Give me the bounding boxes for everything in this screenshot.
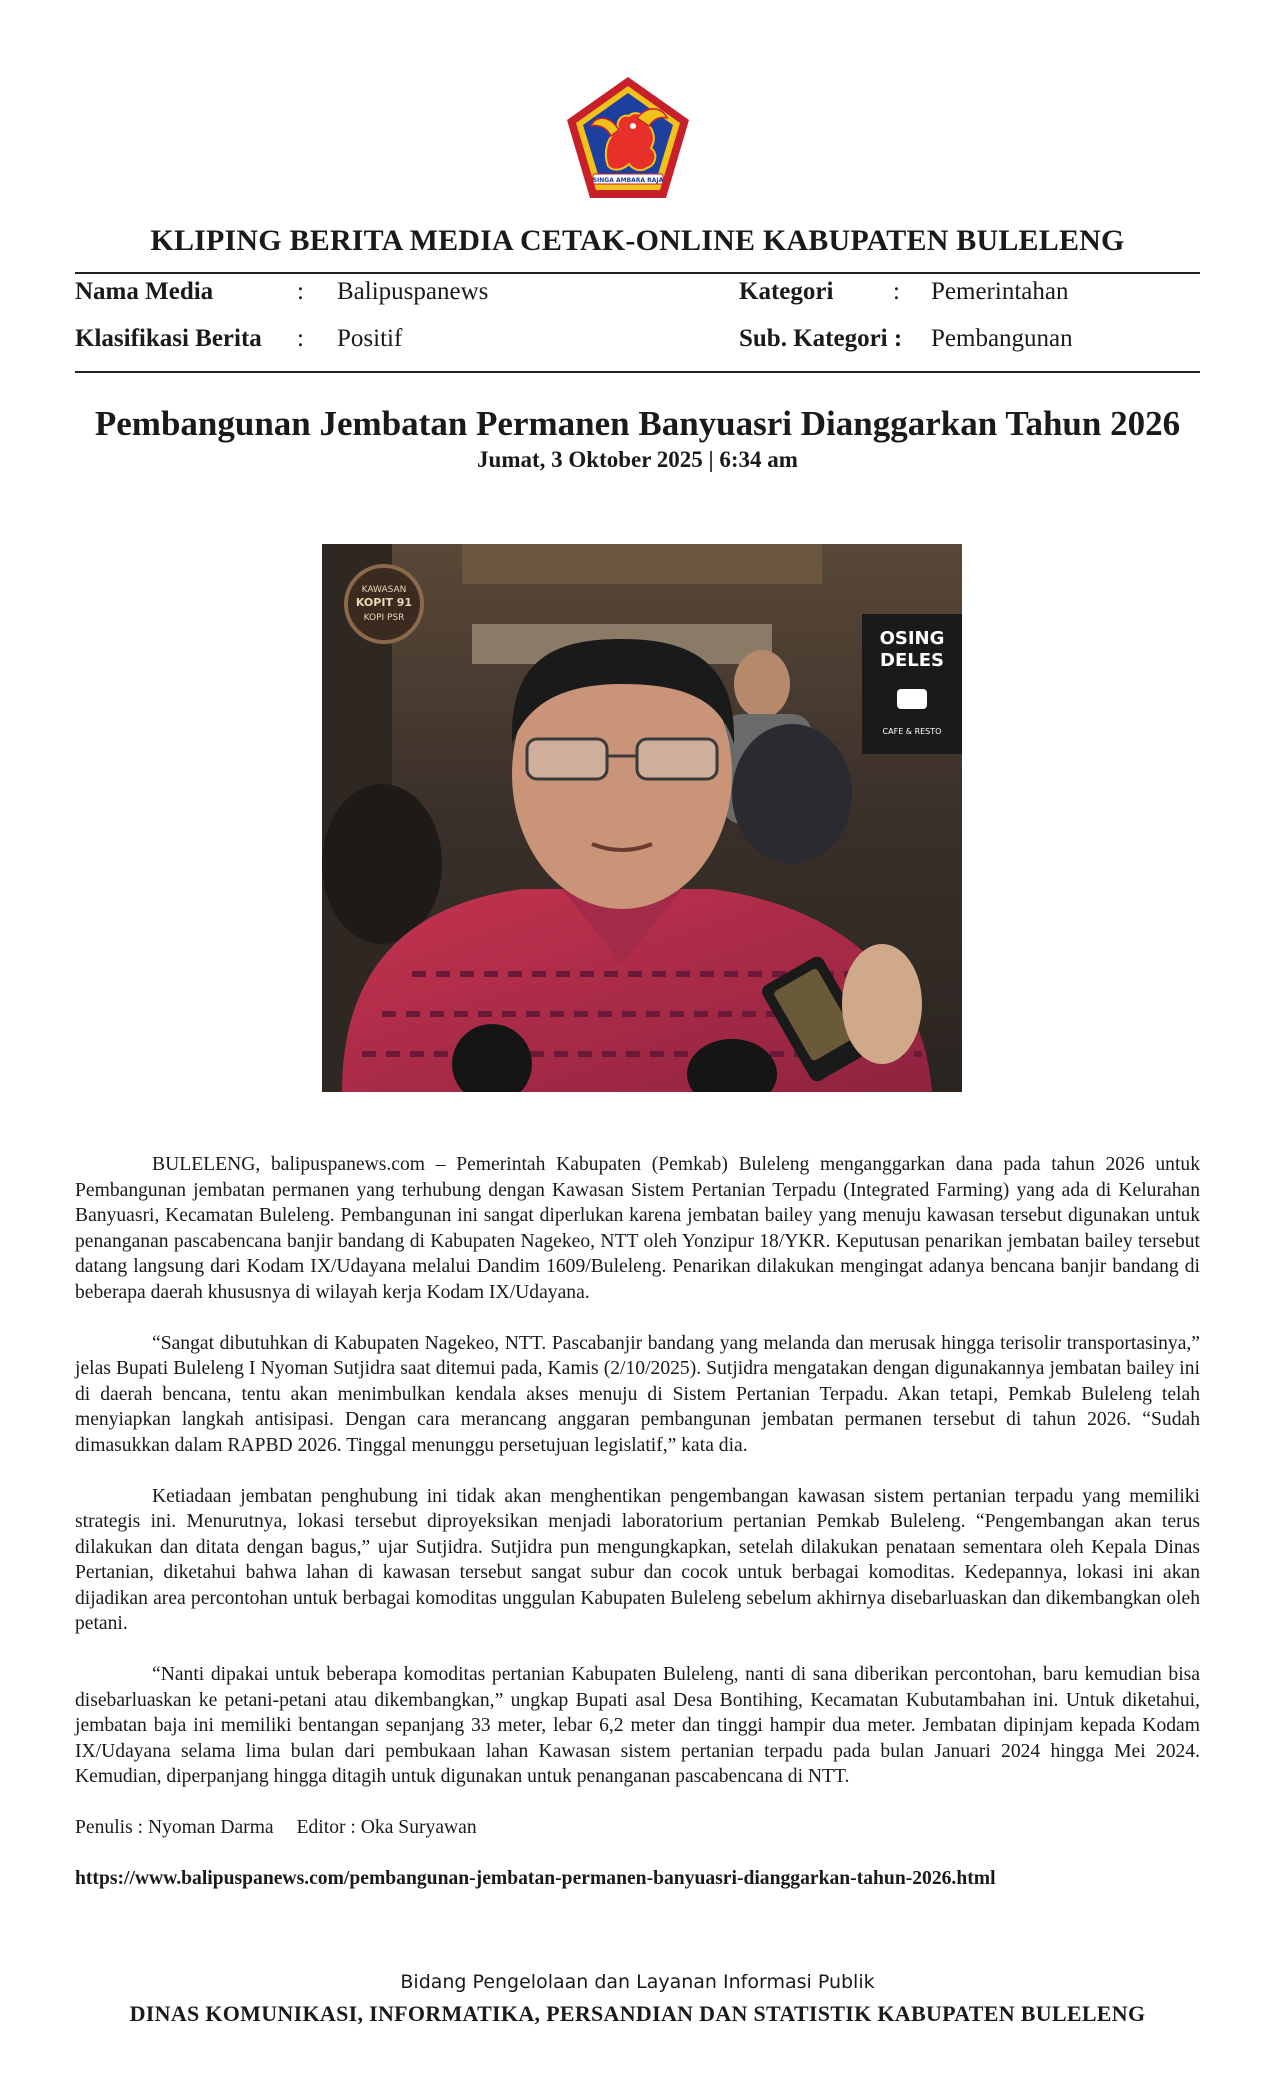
header-rule-top xyxy=(75,272,1200,274)
article-credits xyxy=(75,1815,1200,1841)
article-paragraph-2: “Sangat dibutuhkan di Kabupaten Nagekeo, NTT. Pascabanjir bandang yang melanda dan merusak hingga terisolir transportasinya,” jelas Bupati Buleleng I Nyoman Sutjidra saat ditemui pada, Kamis (2/10/2025). Sutjidra mengatakan dengan digunakannya jembatan bailey ini di daerah bencana, tentu akan menimbulkan kendala akses menuju di Sistem Pertanian Terpadu. Akan tetapi, Pemkab Buleleng telah menyiapkan langkah antisipasi. Dengan cara merancang anggaran pembangunan jembatan permanen tersebut di tahun 2026. “Sudah dimasukkan dalam RAPBD 2026. Tinggal menunggu persetujuan legislatif,” kata dia. xyxy=(75,1332,1200,1456)
svg-text:DELES: DELES xyxy=(880,650,944,671)
media-colon: : xyxy=(297,278,304,305)
subkategori-value: Pembangunan xyxy=(931,325,1073,352)
svg-text:KOPIT 91: KOPIT 91 xyxy=(355,596,413,609)
klasifikasi-value: Positif xyxy=(337,325,403,352)
klasifikasi-label: Klasifikasi Berita xyxy=(75,325,262,352)
media-label: Nama Media xyxy=(75,278,214,305)
svg-text:OSING: OSING xyxy=(879,628,945,649)
article-paragraph-3: Ketiadaan jembatan penghubung ini tidak akan menghentikan pengembangan kawasan sistem pertanian terpadu yang memiliki strategis ini. Menurutnya, lokasi tersebut diproyeksikan menjadi laboratorium pertanian Pemkab Buleleng. “Pengembangan akan terus dilakukan dan ditata dengan bagus,” ujar Sutjidra. Sutjidra pun mengungkapkan, setelah dilakukan penataan sementara oleh Kepala Dinas Pertanian, diketahui bahwa lahan di kawasan tersebut sangat subur dan cocok untuk berbagai komoditas. Kedepannya, lokasi ini akan dijadikan area percontohan untuk berbagai komoditas unggulan Kabupaten Buleleng sebelum akhirnya disebarluaskan dan dikembangkan oleh petani. xyxy=(75,1485,1200,1634)
article-date: Jumat, 3 Oktober 2025 | 6:34 am xyxy=(477,447,798,472)
svg-text:KAWASAN: KAWASAN xyxy=(361,585,407,595)
source-url-link[interactable]: https://www.balipuspanews.com/pembangunan-jembatan-permanen-banyuasri-dianggarkan-tahun-2026.html xyxy=(75,1868,996,1889)
editor-credit: Editor : Oka Suryawan xyxy=(296,1817,477,1838)
subkategori-label: Sub. Kategori : xyxy=(739,325,903,352)
article-body xyxy=(75,1152,1200,1917)
regency-logo xyxy=(563,74,693,202)
article-title: Pembangunan Jembatan Permanen Banyuasri Dianggarkan Tahun 2026 xyxy=(94,404,1181,443)
article-paragraph-1: BULELENG, balipuspanews.com – Pemerintah Kabupaten (Pemkab) Buleleng menganggarkan dana pada tahun 2026 untuk Pembangunan jembatan permanen yang terhubung dengan Kawasan Sistem Pertanian Terpadu (Integrated Farming) yang ada di Kelurahan Banyuasri, Kecamatan Buleleng. Pembangunan ini sangat diperlukan karena jembatan bailey yang menuju kawasan tersebut digunakan untuk penanganan pascabencana banjir bandang di Kabupaten Nagekeo, NTT oleh Yonzipur 18/YKR. Keputusan penarikan jembatan bailey tersebut datang langsung dari Kodam IX/Udayana melalui Dandim 1609/Buleleng. Penarikan dilakukan mengingat adanya bencana banjir bandang di beberapa daerah khususnya di wilayah kerja Kodam IX/Udayana. xyxy=(75,1154,1200,1303)
kategori-colon: : xyxy=(893,278,900,305)
kategori-label: Kategori xyxy=(739,278,834,305)
meta-row-media xyxy=(75,278,1200,318)
photo-official-interview xyxy=(322,544,962,1092)
meta-row-klasifikasi xyxy=(75,325,1200,365)
footer-agency: DINAS KOMUNIKASI, INFORMATIKA, PERSANDIAN DAN STATISTIK KABUPATEN BULELENG xyxy=(129,2001,1146,2026)
media-value: Balipuspanews xyxy=(337,278,489,305)
singa-ambara-raja-emblem-icon xyxy=(563,74,693,202)
svg-text:SINGA AMBARA RAJA: SINGA AMBARA RAJA xyxy=(592,177,664,184)
svg-text:KOPI PSR: KOPI PSR xyxy=(363,613,405,623)
article-photo xyxy=(322,544,962,1092)
writer-credit: Penulis : Nyoman Darma xyxy=(75,1817,274,1838)
footer-division: Bidang Pengelolaan dan Layanan Informasi Publik xyxy=(400,1971,875,1993)
klasifikasi-colon: : xyxy=(297,325,304,352)
header-rule-bottom xyxy=(75,371,1200,373)
svg-text:CAFE & RESTO: CAFE & RESTO xyxy=(882,727,942,736)
kategori-value: Pemerintahan xyxy=(931,278,1069,305)
clipping-heading: KLIPING BERITA MEDIA CETAK-ONLINE KABUPATEN BULELENG xyxy=(150,224,1125,257)
article-paragraph-4: “Nanti dipakai untuk beberapa komoditas pertanian Kabupaten Buleleng, nanti di sana diberikan percontohan, baru kemudian bisa disebarluaskan ke petani-petani atau dikembangkan,” ungkap Bupati asal Desa Bontihing, Kecamatan Kubutambahan ini. Untuk diketahui, jembatan baja ini memiliki bentangan sepanjang 33 meter, lebar 6,2 meter dan tinggi hampir dua meter. Jembatan dipinjam kepada Kodam IX/Udayana selama lima bulan dari pembukaan lahan Kawasan sistem pertanian terpadu pada bulan Januari 2024 hingga Mei 2024. Kemudian, diperpanjang hingga ditagih untuk digunakan untuk penanganan pascabencana di NTT. xyxy=(75,1664,1200,1787)
